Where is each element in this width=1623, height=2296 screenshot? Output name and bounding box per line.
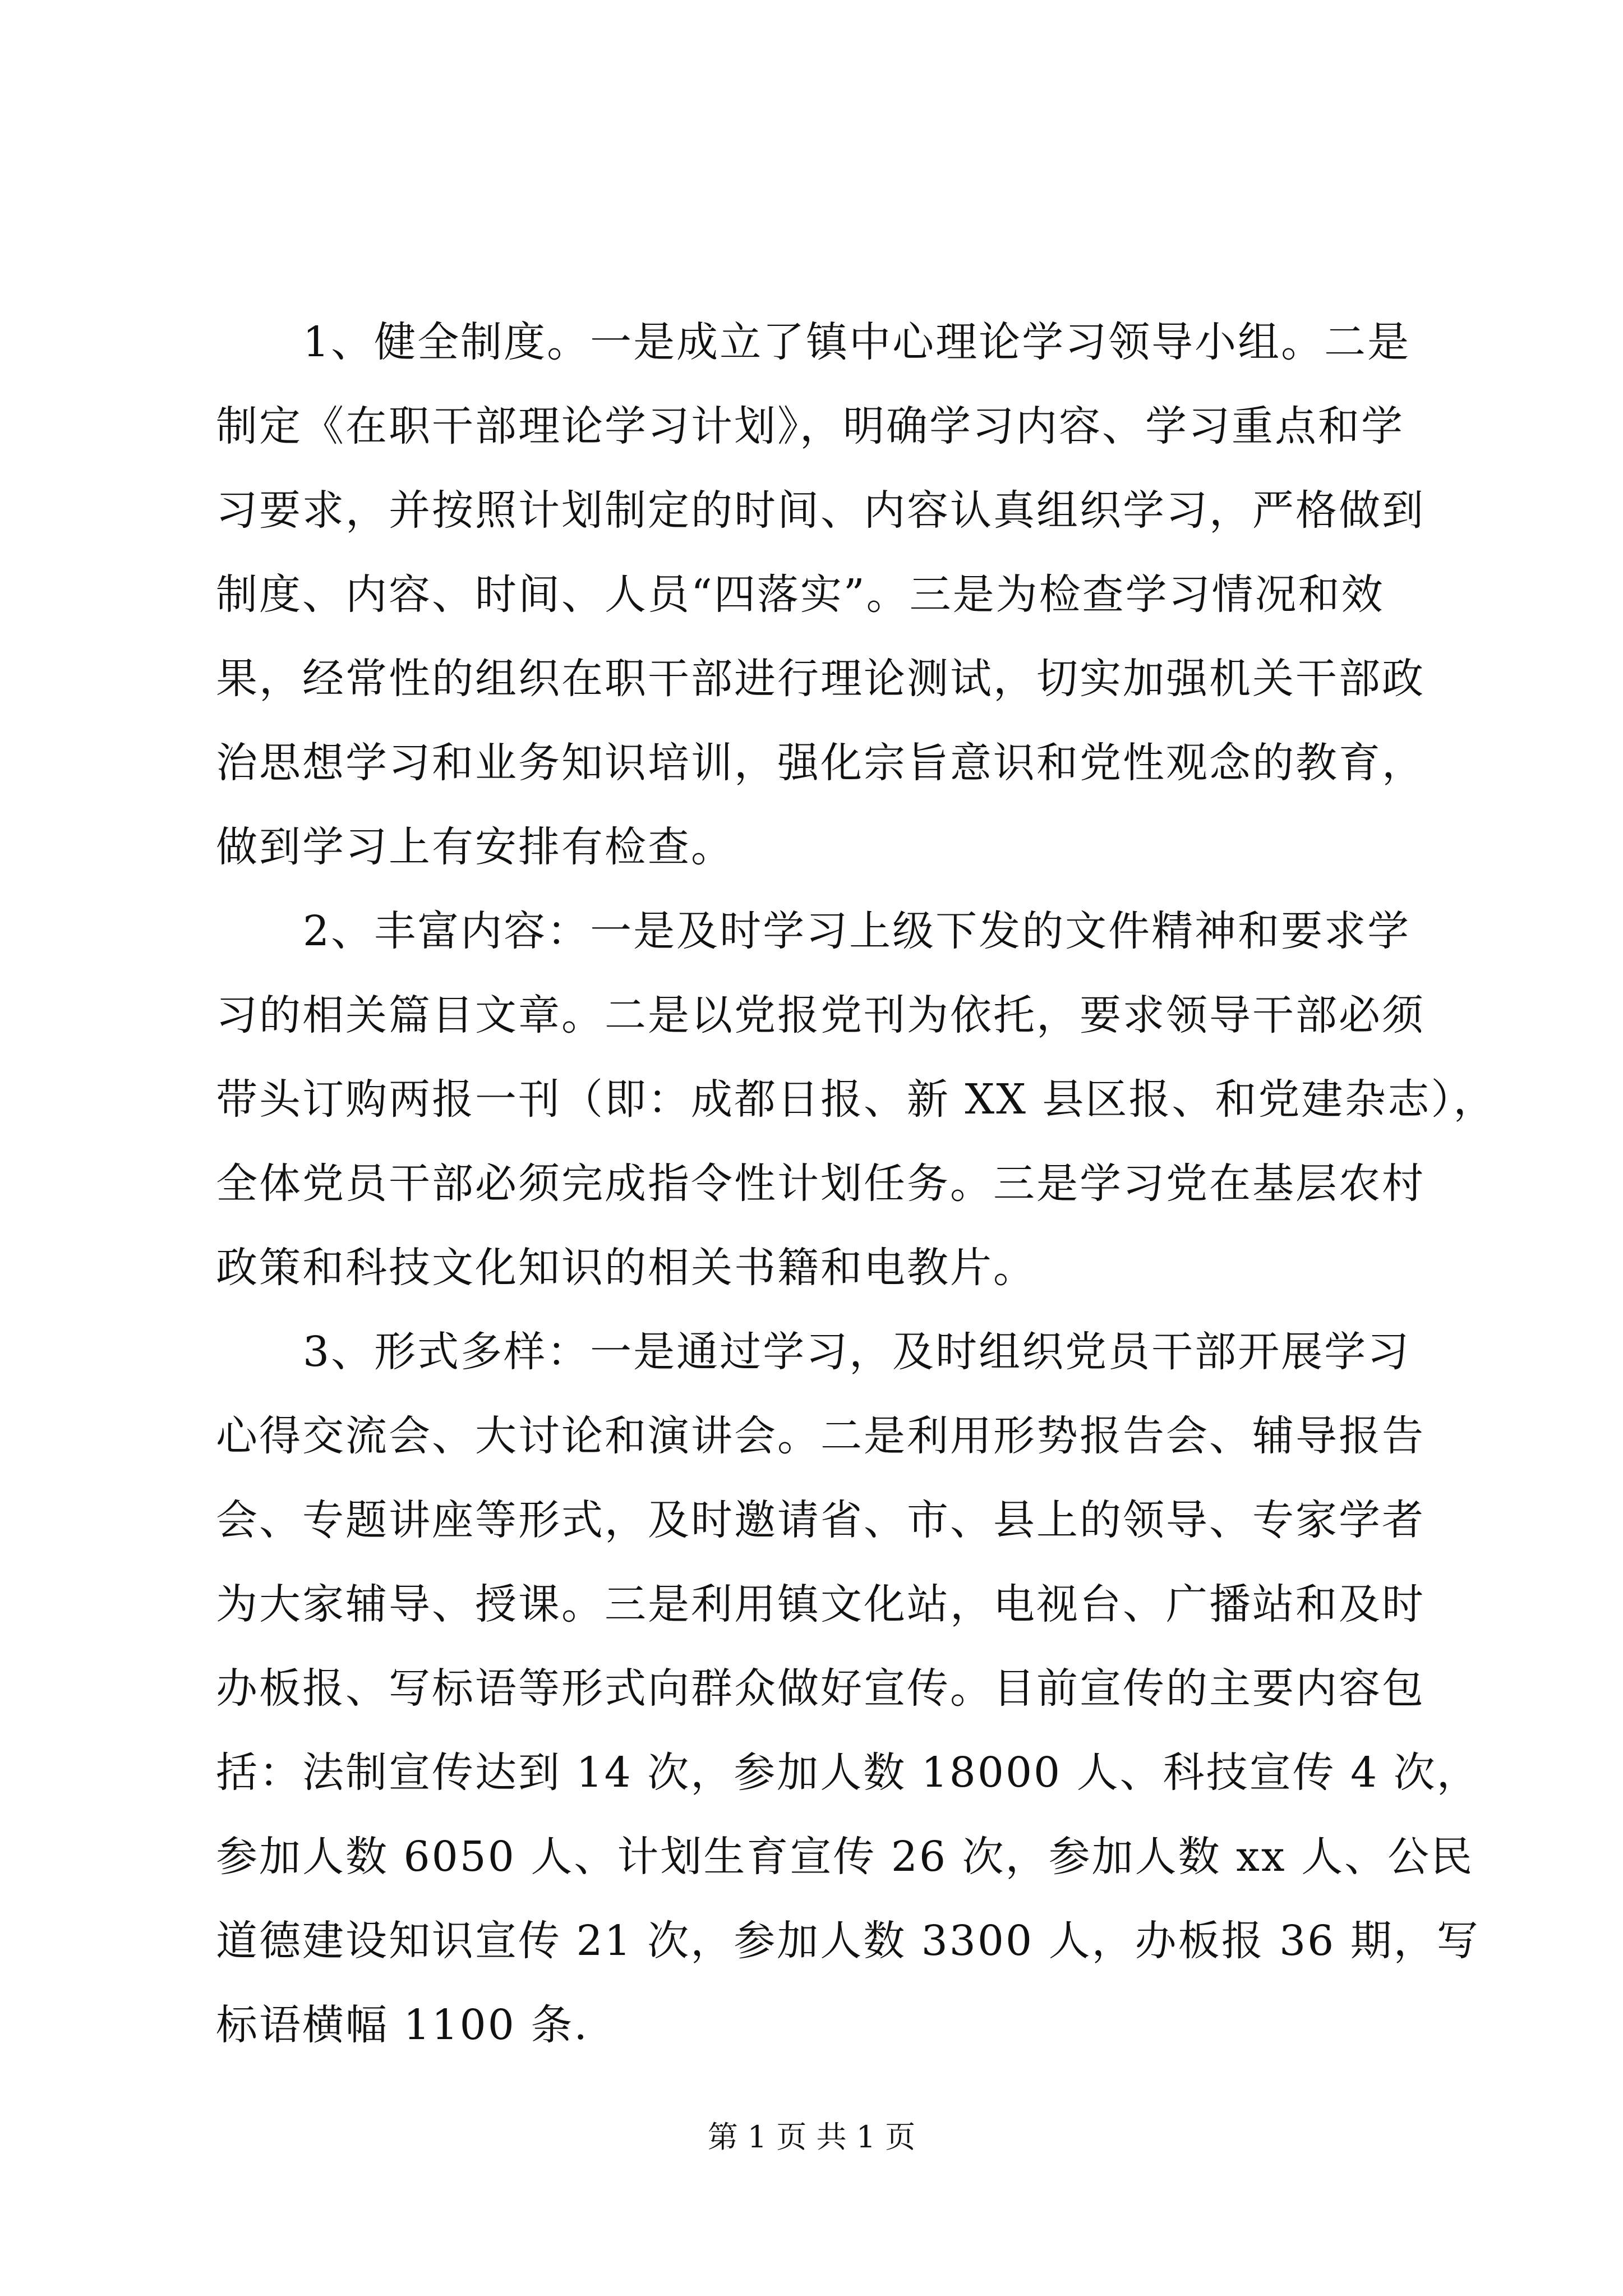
text-line: 标语横幅 1100 条. [216, 2001, 589, 2049]
page-footer: 第 1 页 共 1 页 [707, 2119, 916, 2155]
text-line: 道德建设知识宣传 21 次，参加人数 3300 人，办板报 36 期，写 [216, 1917, 1480, 1965]
text-line: 制度、内容、时间、人员“四落实”。三是为检查学习情况和效 [216, 570, 1385, 619]
text-line: 习的相关篇目文章。二是以党报党刊为依托，要求领导干部必须 [216, 991, 1425, 1039]
text-line: 习要求，并按照计划制定的时间、内容认真组织学习，严格做到 [216, 486, 1425, 535]
text-line: 心得交流会、大讨论和演讲会。二是利用形势报告会、辅导报告 [216, 1412, 1425, 1460]
text-line: 括：法制宣传达到 14 次，参加人数 18000 人、科技宣传 4 次， [216, 1749, 1480, 1797]
text-line: 3、形式多样：一是通过学习，及时组织党员干部开展学习 [303, 1328, 1411, 1376]
text-line: 治思想学习和业务知识培训，强化宗旨意识和党性观念的教育， [216, 739, 1425, 787]
text-line: 全体党员干部必须完成指令性计划任务。三是学习党在基层农村 [216, 1159, 1425, 1208]
text-line: 2、丰富内容：一是及时学习上级下发的文件精神和要求学 [303, 907, 1411, 955]
text-line: 办板报、写标语等形式向群众做好宣传。目前宣传的主要内容包 [216, 1664, 1425, 1713]
text-line: 为大家辅导、授课。三是利用镇文化站，电视台、广播站和及时 [216, 1580, 1425, 1628]
text-line: 政策和科技文化知识的相关书籍和电教片。 [216, 1244, 1036, 1292]
text-line: 会、专题讲座等形式，及时邀请省、市、县上的领导、专家学者 [216, 1496, 1425, 1544]
text-line: 带头订购两报一刊（即：成都日报、新 XX 县区报、和党建杂志）， [216, 1075, 1497, 1124]
text-line: 制定《在职干部理论学习计划》，明确学习内容、学习重点和学 [216, 402, 1404, 450]
text-line: 参加人数 6050 人、计划生育宣传 26 次，参加人数 xx 人、公民 [216, 1833, 1474, 1881]
text-line: 做到学习上有安排有检查。 [216, 823, 734, 871]
text-line: 果，经常性的组织在职干部进行理论测试，切实加强机关干部政 [216, 655, 1425, 703]
text-line: 1、健全制度。一是成立了镇中心理论学习领导小组。二是 [303, 318, 1411, 366]
